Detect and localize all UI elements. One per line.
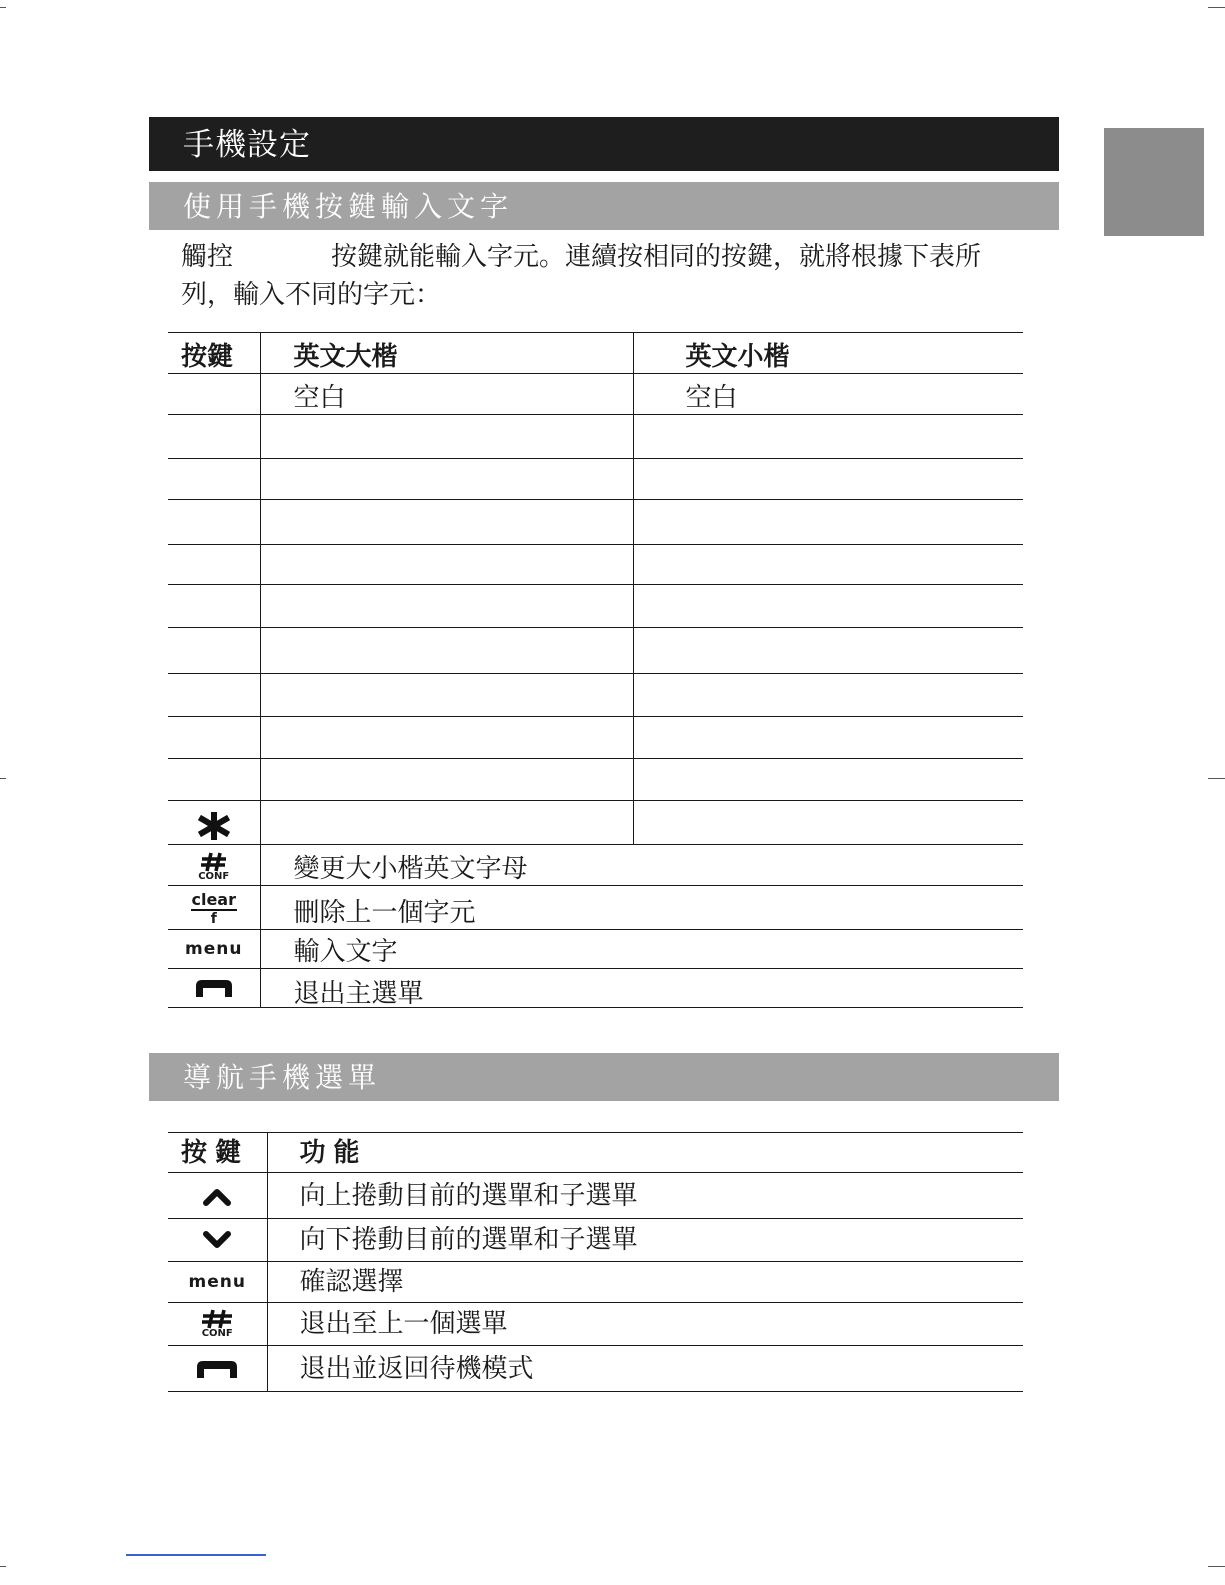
page-title: 手機設定 — [149, 117, 1059, 171]
lower-cell — [633, 585, 1023, 628]
crop-mark — [1208, 1566, 1225, 1567]
desc-cell: 退出並返回待機模式 — [267, 1346, 1023, 1392]
table-row — [168, 717, 1023, 759]
lower-cell — [633, 628, 1023, 674]
key-cell — [168, 500, 260, 545]
table-row — [168, 674, 1023, 717]
upper-cell — [260, 674, 633, 717]
table-row — [168, 845, 1023, 886]
intro-text-line2: 列，輸入不同的字元： — [181, 280, 442, 310]
table-header-row — [168, 333, 1023, 374]
crop-mark — [1208, 778, 1225, 779]
table-row — [168, 1262, 1023, 1303]
upper-cell — [260, 628, 633, 674]
key-cell — [168, 1262, 267, 1303]
table-row — [168, 500, 1023, 545]
header-key: 按鍵 — [168, 333, 260, 374]
key-cell — [168, 717, 260, 759]
lower-cell: 空白 — [633, 374, 1023, 415]
clear-key-icon — [168, 892, 260, 926]
table-row — [168, 545, 1023, 585]
section-title-navigation: 導航手機選單 — [149, 1053, 1059, 1101]
key-cell — [168, 801, 260, 845]
upper-cell — [260, 585, 633, 628]
table-row — [168, 459, 1023, 500]
bottom-link-underline — [126, 1554, 266, 1556]
table-header-row — [168, 1133, 1023, 1173]
desc-cell: 輸入文字 — [260, 930, 1023, 969]
table-row — [168, 415, 1023, 459]
menu-key-icon: menu — [185, 939, 243, 959]
key-cell — [168, 930, 260, 969]
key-cell — [168, 674, 260, 717]
desc-cell: 變更大小楷英文字母 — [260, 845, 1023, 886]
intro-paragraph — [181, 238, 1031, 314]
desc-cell: 退出至上一個選單 — [267, 1303, 1023, 1346]
text-input-key-table — [168, 332, 1023, 1008]
desc-cell: 確認選擇 — [267, 1262, 1023, 1303]
table-row — [168, 374, 1023, 415]
key-cell — [168, 845, 260, 886]
intro-text-part1: 觸控 — [181, 242, 234, 272]
key-cell — [168, 1346, 267, 1392]
desc-cell: 刪除上一個字元 — [260, 886, 1023, 930]
key-cell — [168, 628, 260, 674]
lower-cell — [633, 759, 1023, 801]
clear-sub-label: f — [210, 911, 217, 927]
crop-mark — [0, 778, 6, 779]
upper-cell — [260, 459, 633, 500]
section-title-text-input: 使用手機按鍵輸入文字 — [149, 182, 1059, 230]
upper-cell — [260, 759, 633, 801]
end-call-key-icon — [193, 1358, 241, 1380]
upper-cell: 空白 — [260, 374, 633, 415]
table-row — [168, 1219, 1023, 1262]
key-cell — [168, 374, 260, 415]
crop-mark — [1208, 7, 1225, 8]
menu-navigation-key-table — [168, 1132, 1023, 1392]
table-row — [168, 759, 1023, 801]
lower-cell — [633, 717, 1023, 759]
key-cell — [168, 415, 260, 459]
down-arrow-key-icon — [202, 1230, 232, 1250]
hash-conf-key-icon — [168, 852, 260, 882]
asterisk-key-icon — [197, 812, 231, 840]
clear-label: clear — [191, 890, 236, 909]
menu-key-icon: menu — [188, 1271, 246, 1292]
header-function: 功能 — [267, 1133, 1023, 1173]
crop-mark — [0, 1566, 6, 1567]
key-cell — [168, 459, 260, 500]
upper-cell — [260, 415, 633, 459]
lower-cell — [633, 500, 1023, 545]
up-arrow-key-icon — [202, 1186, 232, 1206]
key-cell — [168, 759, 260, 801]
lower-cell — [633, 415, 1023, 459]
upper-cell — [260, 545, 633, 585]
table-row — [168, 1346, 1023, 1392]
lower-cell — [633, 801, 1023, 845]
side-tab-marker — [1104, 128, 1204, 236]
key-cell — [168, 886, 260, 930]
desc-cell: 向下捲動目前的選單和子選單 — [267, 1219, 1023, 1262]
table-row — [168, 1303, 1023, 1346]
table-row — [168, 969, 1023, 1008]
desc-cell: 退出主選單 — [260, 969, 1023, 1008]
upper-cell — [260, 500, 633, 545]
key-cell — [168, 1219, 267, 1262]
header-upper: 英文大楷 — [260, 333, 633, 374]
conf-label: CONF — [198, 871, 230, 882]
lower-cell — [633, 674, 1023, 717]
key-cell — [168, 969, 260, 1008]
intro-text-part2: 按鍵就能輸入字元。連續按相同的按鍵，就將根據下表所 — [331, 242, 982, 272]
header-key: 按鍵 — [168, 1133, 267, 1173]
lower-cell — [633, 545, 1023, 585]
key-cell — [168, 545, 260, 585]
table-row — [168, 585, 1023, 628]
conf-label: CONF — [201, 1328, 233, 1339]
header-lower: 英文小楷 — [633, 333, 1023, 374]
table-row — [168, 801, 1023, 845]
key-cell — [168, 1303, 267, 1346]
hash-conf-key-icon — [168, 1309, 267, 1339]
table-row — [168, 886, 1023, 930]
table-row — [168, 930, 1023, 969]
lower-cell — [633, 459, 1023, 500]
desc-cell: 向上捲動目前的選單和子選單 — [267, 1173, 1023, 1219]
table-row — [168, 628, 1023, 674]
end-call-key-icon — [192, 977, 236, 999]
table-row — [168, 1173, 1023, 1219]
upper-cell — [260, 801, 633, 845]
crop-mark — [0, 7, 6, 8]
upper-cell — [260, 717, 633, 759]
key-cell — [168, 1173, 267, 1219]
key-cell — [168, 585, 260, 628]
